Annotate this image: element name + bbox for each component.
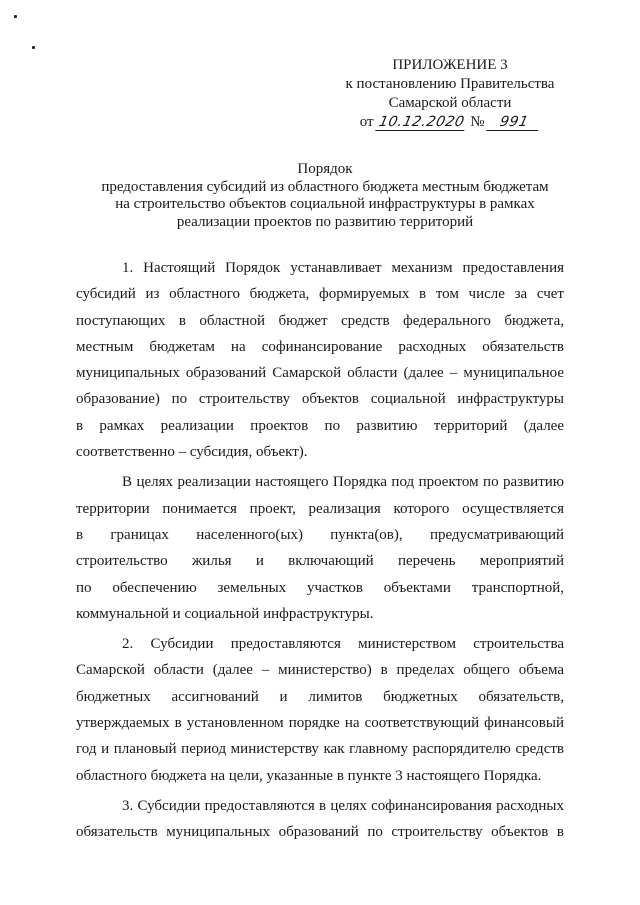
scan-mark	[32, 46, 35, 49]
paragraph-2	[76, 469, 564, 627]
document-body	[76, 255, 564, 846]
body-line: бюджетных ассигнований и лимитов бюджетных обязательств,	[76, 688, 564, 705]
body-line: поступающих в областной бюджет средств федерального бюджета,	[76, 312, 564, 329]
paragraph-3	[76, 631, 564, 789]
scan-mark	[14, 15, 17, 18]
number-sign: №	[470, 114, 485, 130]
body-line: Самарской области (далее – министерство) в пределах общего объема	[76, 662, 564, 679]
paragraph-1	[76, 255, 564, 465]
body-line: в границах населенного(ых) пункта(ов), предусматривающий	[76, 526, 564, 543]
body-line: 3. Субсидии предоставляются в целях софинансирования расходных	[122, 797, 564, 814]
title-line: Порядок	[297, 161, 353, 177]
body-line: соответственно – субсидия, объект).	[76, 444, 308, 461]
body-line: 1. Настоящий Порядок устанавливает механизм предоставления	[122, 260, 564, 276]
body-line: в рамках реализации проектов по развитию территорий (далее	[76, 417, 564, 434]
title-line: на строительство объектов социальной инфраструктуры в рамках	[115, 196, 535, 212]
appendix-header	[330, 56, 570, 132]
appendix-region: Самарской области	[388, 95, 512, 111]
body-line: строительство жилья и включающий перечень мероприятий	[76, 553, 564, 570]
body-line: муниципальных образований Самарской области (далее – муниципальное	[76, 365, 564, 382]
title-line: предоставления субсидий из областного бюджета местным бюджетам	[101, 178, 549, 195]
body-line: местным бюджетам на софинансирование расходных обязательств	[76, 338, 564, 355]
appendix-resolution-ref: к постановлению Правительства	[345, 76, 555, 92]
body-line: В целях реализации настоящего Порядка под проектом по развитию	[122, 474, 564, 491]
body-line: образование) по строительству объектов социальной инфраструктуры	[76, 391, 564, 408]
body-line: обязательств муниципальных образований по строительству объектов в	[76, 824, 564, 841]
title-line: реализации проектов по развитию территорий	[176, 213, 474, 230]
body-line: по обеспечению земельных участков объектами транспортной,	[76, 579, 564, 596]
body-line: утверждаемых в установленном порядке на соответствующий финансовый	[76, 715, 564, 732]
appendix-title: ПРИЛОЖЕНИЕ 3	[392, 57, 508, 73]
body-line: 2. Субсидии предоставляются министерством строительства	[122, 636, 564, 653]
handwritten-number: 991	[486, 114, 542, 131]
body-line: субсидий из областного бюджета, формируемых в том числе за счет	[76, 286, 564, 303]
body-line: коммунальной и социальной инфраструктуры.	[76, 605, 374, 622]
handwritten-date: 10.12.2020	[376, 114, 469, 131]
date-prefix: от	[359, 114, 374, 130]
body-line: год и плановый период министерству как главному распорядителю средств	[76, 741, 564, 758]
appendix-date-line	[330, 113, 570, 132]
document-title	[80, 161, 570, 231]
paragraph-4	[76, 793, 564, 846]
body-line: областного бюджета на цели, указанные в пункте 3 настоящего Порядка.	[76, 767, 542, 784]
body-line: территории понимается проект, реализация которого осуществляется	[76, 500, 564, 517]
